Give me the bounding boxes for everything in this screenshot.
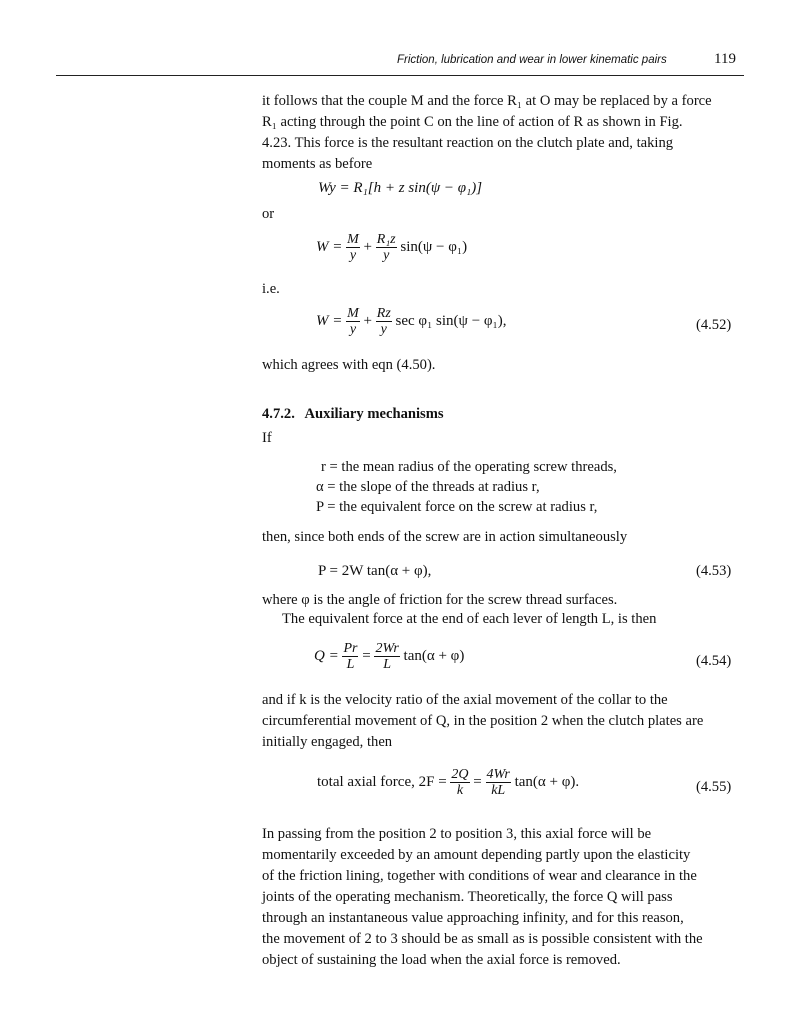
eq-number-4-53: (4.53)	[696, 563, 732, 579]
eq3-tail: sec φ₁ sin(ψ − φ₁),	[395, 312, 507, 329]
equation-4: P = 2W tan(α + φ),	[318, 563, 432, 579]
equation-1: Wy = R₁[h + z sin(ψ − φ₁)]	[318, 180, 483, 196]
final-para-line-2: momentarily exceeded by an amount depending partly upon the elasticity	[262, 847, 691, 863]
eq2-frac-2: $\frac{\text{R₁z}}{y}$	[376, 232, 396, 263]
eq2-tail: sin(ψ − φ₁)	[400, 238, 468, 255]
word-or: or	[262, 206, 275, 222]
intro-line-2: R₁ acting through the point C on the line of action of R as shown in Fig.	[262, 114, 683, 130]
eq5-frac-1: $\frac{Pr}{L}$	[343, 641, 358, 672]
word-if: If	[262, 430, 272, 446]
eq-number-4-54: (4.54)	[696, 653, 732, 669]
eq6-frac-1: $\frac{2Q}{k}$	[451, 767, 469, 798]
eq-number-4-55: (4.55)	[696, 779, 732, 795]
eq6-label: total axial force, 2F =	[317, 773, 447, 790]
equivalent-line: The equivalent force at the end of each lever of length L, is then	[282, 611, 657, 627]
eq6-tail: tan(α + φ).	[514, 773, 580, 790]
section-number: 4.7.2.	[262, 406, 295, 422]
eq3-lhs: W =	[316, 312, 343, 329]
final-para-line-4: joints of the operating mechanism. Theoretically, the force Q will pass	[262, 889, 673, 905]
running-title: Friction, lubrication and wear in lower kinematic pairs	[397, 54, 667, 66]
where-line: where φ is the angle of friction for the screw thread surfaces.	[262, 592, 618, 608]
intro-line-4: moments as before	[262, 156, 373, 172]
section-title: Auxiliary mechanisms	[304, 406, 444, 422]
section-heading	[262, 406, 444, 423]
eq3-frac-2: $\frac{Rz}{y}$	[376, 306, 391, 337]
eq-number-4-52: (4.52)	[696, 317, 732, 333]
final-para-line-1: In passing from the position 2 to position 3, this axial force will be	[262, 826, 652, 842]
definition-r: r = the mean radius of the operating screw threads,	[321, 459, 617, 475]
definition-alpha: α = the slope of the threads at radius r,	[316, 479, 540, 495]
eq5-tail: tan(α + φ)	[403, 647, 465, 664]
eq2-frac-1: $\frac{M}{y}$	[347, 232, 359, 263]
equation-2	[316, 232, 467, 263]
para-k-line-2: circumferential movement of Q, in the position 2 when the clutch plates are	[262, 713, 704, 729]
eq5-lhs: Q =	[314, 647, 339, 664]
eq5-frac-2: $\frac{2Wr}{L}$	[375, 641, 399, 672]
equation-5	[314, 641, 464, 672]
final-para-line-3: of the friction lining, together with conditions of wear and clearance in the	[262, 868, 697, 884]
final-para-line-7: object of sustaining the load when the axial force is removed.	[262, 952, 621, 968]
final-para-line-5: through an instantaneous value approaching infinity, and for this reason,	[262, 910, 684, 926]
eq3-frac-1: $\frac{M}{y}$	[347, 306, 359, 337]
then-line: then, since both ends of the screw are in action simultaneously	[262, 529, 628, 545]
eq6-frac-2: $\frac{4Wr}{kL}$	[486, 767, 510, 798]
word-ie: i.e.	[262, 281, 280, 297]
eq3-plus: +	[363, 312, 373, 329]
final-para-line-6: the movement of 2 to 3 should be as small as is possible consistent with the	[262, 931, 703, 947]
page-number: 119	[714, 51, 736, 67]
equation-6	[317, 767, 579, 798]
eq5-equals: =	[362, 647, 371, 664]
agree-line: which agrees with eqn (4.50).	[262, 357, 436, 373]
equation-3	[316, 306, 507, 337]
intro-line-1: it follows that the couple M and the force R₁ at O may be replaced by a force	[262, 93, 712, 109]
intro-line-3: 4.23. This force is the resultant reaction on the clutch plate and, taking	[262, 135, 674, 151]
para-k-line-3: initially engaged, then	[262, 734, 393, 750]
eq2-plus: +	[363, 238, 373, 255]
eq6-equals: =	[473, 773, 482, 790]
header-rule	[56, 75, 744, 76]
eq2-lhs: W =	[316, 238, 343, 255]
definition-p: P = the equivalent force on the screw at radius r,	[316, 499, 598, 515]
para-k-line-1: and if k is the velocity ratio of the axial movement of the collar to the	[262, 692, 668, 708]
